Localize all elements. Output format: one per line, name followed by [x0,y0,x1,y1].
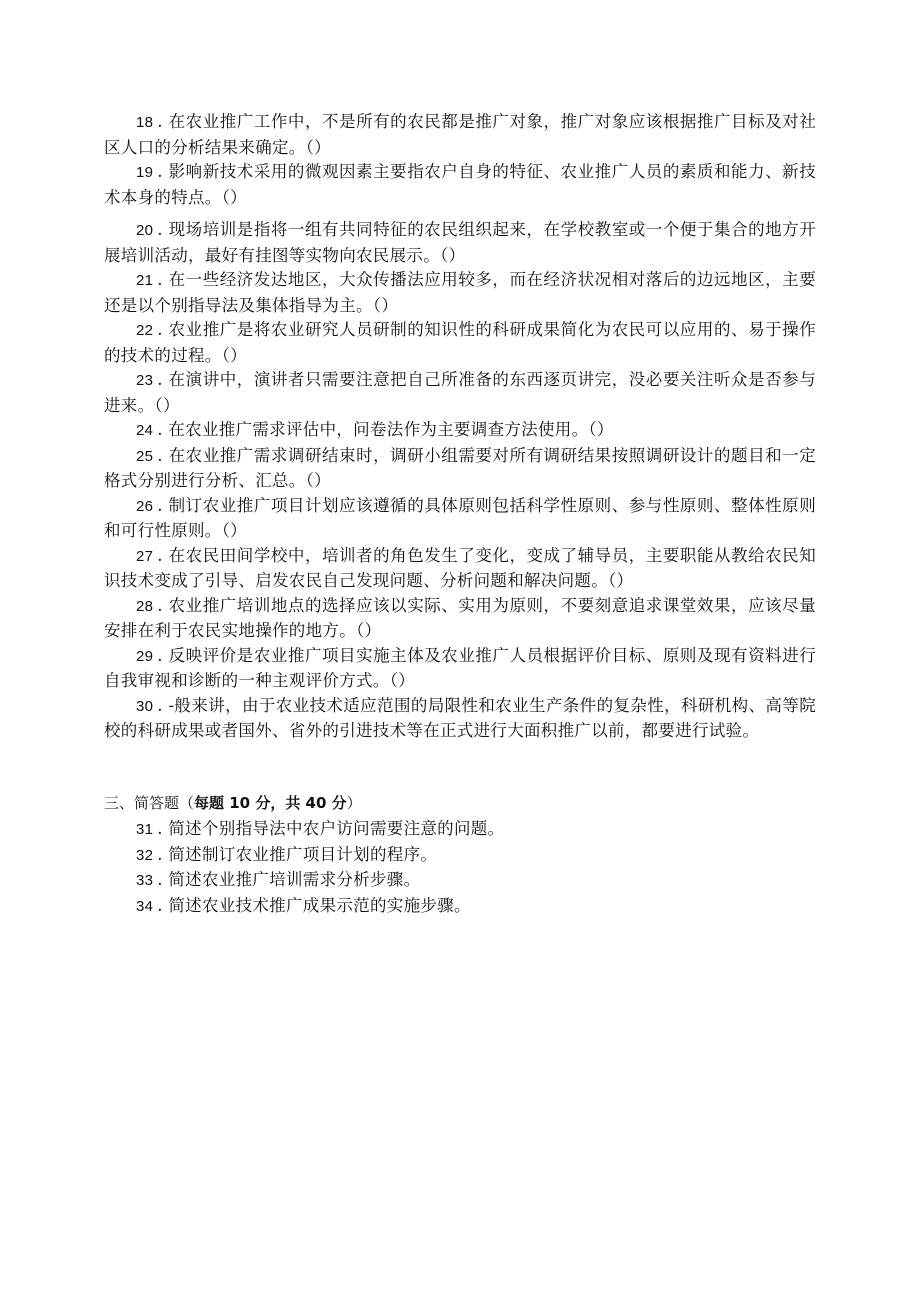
question-text: . 简述制订农业推广项目计划的程序。 [157,844,438,864]
question-31 [104,817,816,843]
question-21 [104,268,816,318]
question-number: 23 [136,372,154,389]
question-text: . 现场培训是指将一组有共同特征的农民组织起来，在学校教室或一个便于集合的地方开展培训活动，最好有挂图等实物向农民展示。（） [104,220,816,265]
question-34 [104,894,816,920]
section-title-suffix: ） [346,794,362,812]
question-20 [104,218,816,268]
question-33 [104,868,816,894]
question-number: 33 [136,872,154,889]
question-text: . 在一些经济发达地区，大众传播法应用较多，而在经济状况相对落后的边远地区，主要还是以个别指导法及集体指导为主。（） [104,270,816,315]
question-29 [104,644,816,694]
question-number: 25 [136,447,154,465]
question-text: . 简述农业推广培训需求分析步骤。 [157,870,421,889]
question-number: 21 [136,272,154,289]
question-number: 19 [136,164,154,181]
question-number: 28 [136,597,154,615]
section-title [104,792,816,814]
question-number: 20 [136,222,154,239]
question-number: 32 [136,846,154,864]
question-number: 31 [136,821,154,838]
question-24 [104,418,816,444]
question-22 [104,318,816,368]
question-text: . 在农业推广需求调研结束时，调研小组需要对所有调研结果按照调研设计的题目和一定格式分别进行分析、汇总。（） [104,445,816,490]
question-number: 22 [136,322,154,339]
question-text: . -般来讲，由于农业技术适应范围的局限性和农业生产条件的复杂性，科研机构、高等院校的科研成果或者国外、省外的引进技术等在正式进行大面积推广以前，都要进行试验。 [104,695,816,740]
question-19 [104,160,816,210]
true-false-question-list [104,110,816,744]
question-32 [104,843,816,869]
question-26 [104,494,816,544]
question-text: . 制订农业推广项目计划应该遵循的具体原则包括科学性原则、参与性原则、整体性原则和可行性原则。（） [104,495,816,540]
question-number: 34 [136,897,154,915]
question-number: 24 [136,422,154,439]
question-text: . 简述农业技术推广成果示范的实施步骤。 [157,895,471,915]
question-text: . 农业推广是将农业研究人员研制的知识性的科研成果简化为农民可以应用的、易于操作的技术的过程。（） [104,320,816,365]
question-text: . 在农民田间学校中，培训者的角色发生了变化，变成了辅导员，主要职能从教给农民知识技术变成了引导、启发农民自己发现问题、分析问题和解决问题。（） [104,545,816,590]
question-30 [104,694,816,744]
question-28 [104,594,816,644]
question-text: . 影响新技术采用的微观因素主要指农户自身的特征、农业推广人员的素质和能力、新技术本身的特点。（） [104,162,816,207]
question-23 [104,368,816,418]
question-text: . 在农业推广需求评估中，问卷法作为主要调查方法使用。（） [157,420,614,439]
question-25 [104,444,816,494]
question-number: 27 [136,547,154,565]
short-answer-section [104,792,816,919]
question-number: 30 [136,697,154,715]
question-text: . 农业推广培训地点的选择应该以实际、实用为原则，不要刻意追求课堂效果，应该尽量安排在利于农民实地操作的地方。（） [104,595,816,640]
question-18 [104,110,816,160]
question-27 [104,544,816,594]
question-text: . 在演讲中，演讲者只需要注意把自己所准备的东西逐页讲完，没必要关注听众是否参与进来。（） [104,370,816,415]
question-text: . 在农业推广工作中，不是所有的农民都是推广对象，推广对象应该根据推广目标及对社区人口的分析结果来确定。（） [104,112,816,157]
question-text: . 反映评价是农业推广项目实施主体及农业推广人员根据评价目标、原则及现有资料进行自我审视和诊断的一种主观评价方式。（） [104,645,816,690]
section-title-prefix: 三、简答题（ [104,794,195,812]
question-number: 18 [136,114,154,131]
question-number: 26 [136,497,154,515]
section-title-score: 每题 10 分，共 40 分 [194,794,347,812]
question-number: 29 [136,647,154,665]
question-text: . 简述个别指导法中农户访问需要注意的问题。 [157,819,505,838]
